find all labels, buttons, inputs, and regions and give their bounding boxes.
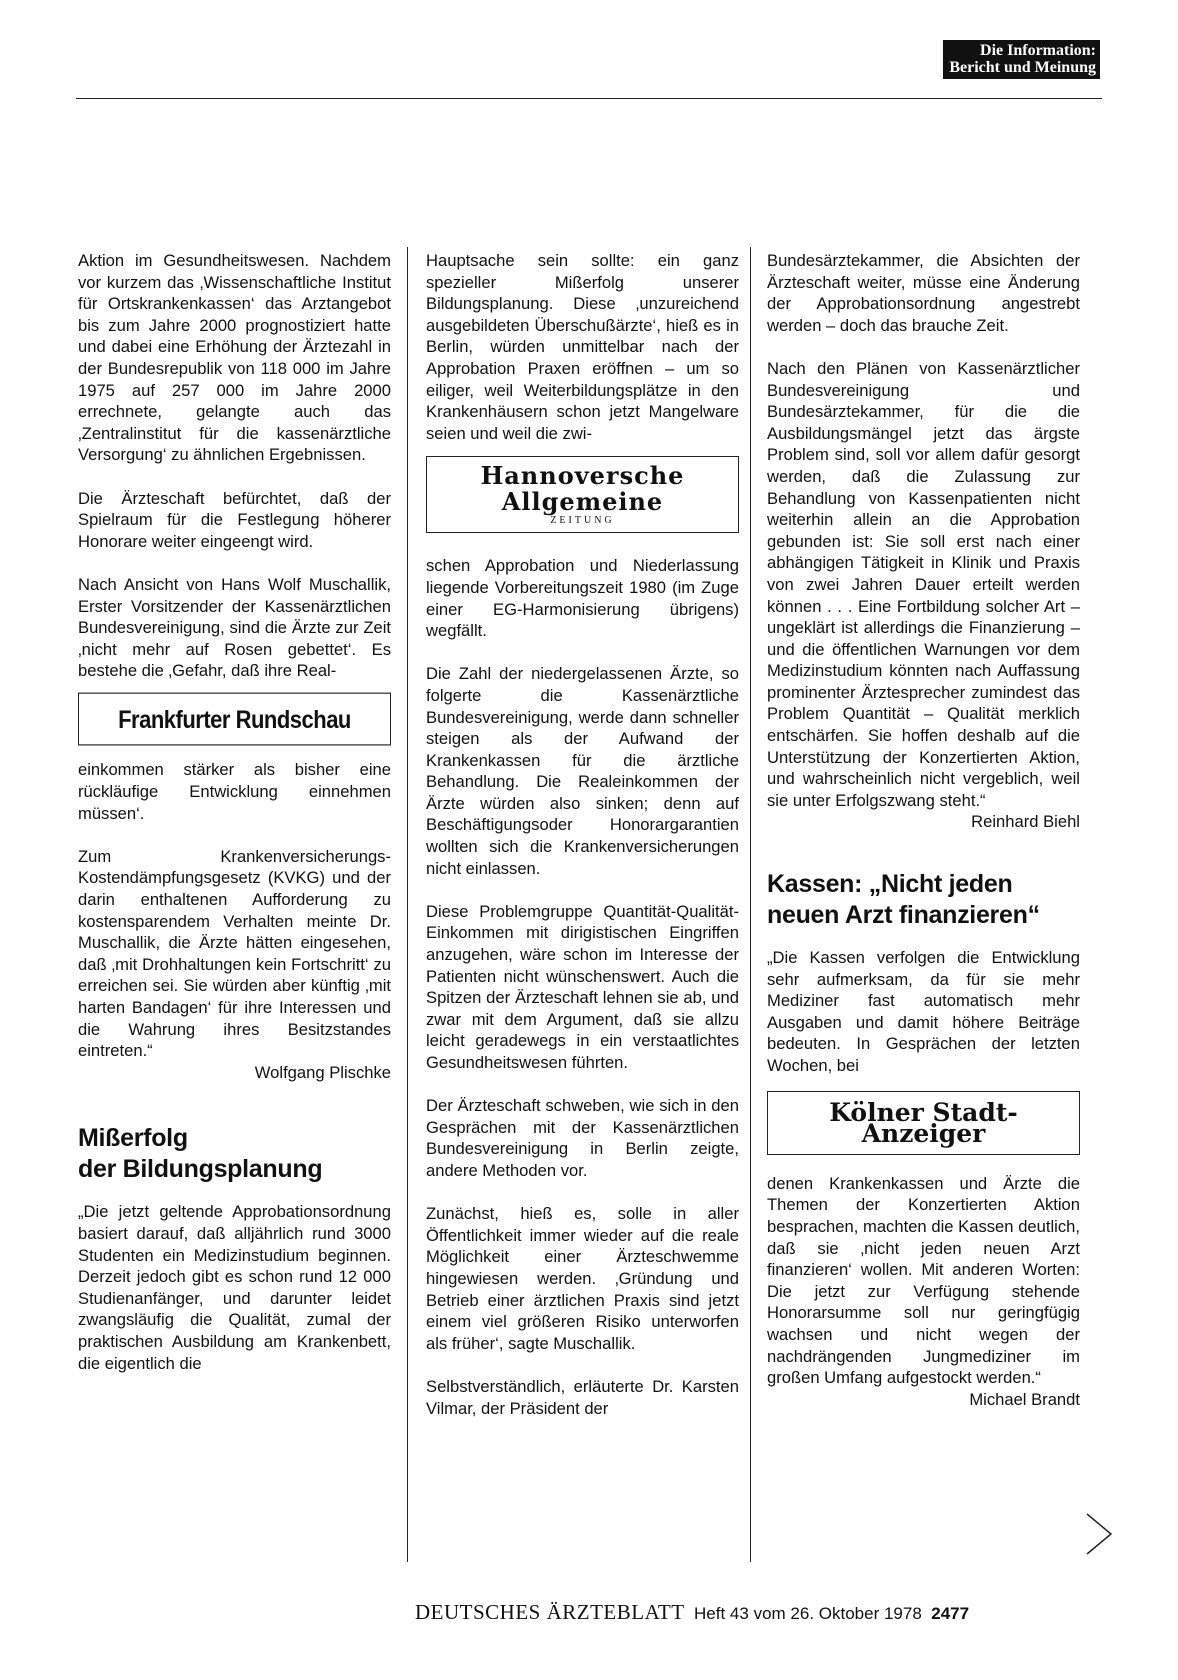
newspaper-logo-hannoversche-allgemeine [426, 456, 739, 533]
paragraph: Nach Ansicht von Hans Wolf Muschallik, Erster Vorsitzender der Kassenärztlichen Bundesvereinigung, sind die Ärzte zur Zeit ‚nicht mehr auf Rosen gebettet‘. Es bestehe die ‚Gefahr, daß ihre Real- [78, 574, 391, 681]
page-number: 2477 [931, 1604, 970, 1623]
paragraph: Selbstverständlich, erläuterte Dr. Karsten Vilmar, der Präsident der [426, 1376, 739, 1418]
paragraph: Bundesärztekammer, die Absichten der Ärzteschaft weiter, müsse eine Änderung der Approbationsordnung angestrebt werden – doch das brauche Zeit. [767, 251, 1080, 335]
paragraph: Aktion im Gesundheitswesen. Nachdem vor kurzem das ‚Wissenschaftliche Institut für Ortskrankenkassen‘ das Arztangebot bis zum Jahre 2000 prognostiziert hatte und dabei eine Erhöhung der Ärztezahl in der Bundesrepublik von 118 000 im Jahre 1975 auf 257 000 im Jahre 2000 errechnete, gelangte auch das ‚Zentralinstitut für die kassenärztliche Versorgung‘ zu ähnlichen Ergebnissen. [78, 251, 391, 465]
logo-title: Hannoversche Allgemeine [480, 461, 685, 517]
paragraph: „Die jetzt geltende Approbationsordnung basiert darauf, daß alljährlich rund 3000 Studenten ein Medizinstudium beginnen. Derzeit jedoch gibt es schon rund 12 000 Studienanfänger, und darunter leidet zwangsläufig die Qualität, zumal der praktischen Ausbildung am Krankenbett, die eigentlich die [78, 1202, 391, 1373]
paragraph: Nach den Plänen von Kassenärztlicher Bundesvereinigung und Bundesärztekammer, für die die Ausbildungsmängel jetzt das ärgste Problem sind, soll vor allem dafür gesorgt werden, daß die Zulassung zur Behandlung von Kassenpatienten nicht weiterhin allein an die Approbation gebunden ist: Sie soll erst nach einer abhängigen Tätigkeit in Klinik und Praxis von zwei Jahren Dauer erteilt werden können . . . Eine Fortbildung solcher Art – ungeklärt ist allerdings die Finanzierung – und die öffentlichen Warnungen vor dem Medizinstudium könnten nach Auffassung prominenter Ärztesprecher zumindest das Problem Quantität – Qualität merklich entschärfen. Sie hoffen deshalb auf die Unterstützung der Konzertierten Aktion, und wahrscheinlich nicht vergeblich, weil sie unter Erfolgszwang steht.“ [767, 358, 1080, 810]
continue-arrow-icon [1085, 1512, 1113, 1561]
headline-line1: Kassen: „Nicht jeden [767, 870, 1013, 899]
author-signature: Reinhard Biehl [971, 812, 1080, 832]
page-footer [415, 1600, 969, 1625]
issue-info: Heft 43 vom 26. Oktober 1978 [694, 1604, 922, 1623]
logo-subtitle: ZEITUNG [550, 515, 615, 527]
paragraph: Die Ärzteschaft befürchtet, daß der Spielraum für die Festlegung höherer Honorare weiter eingeengt wird. [78, 488, 391, 551]
column-separator-1 [407, 247, 408, 1562]
headline-line2: der Bildungsplanung [78, 1155, 323, 1184]
column-1 [78, 250, 391, 1374]
newspaper-logo-koelner-stadt-anzeiger: Kölner Stadt-Anzeiger [767, 1091, 1080, 1155]
column-2 [426, 250, 739, 1419]
author-signature: Wolfgang Plischke [254, 1062, 391, 1082]
section-label [943, 40, 1100, 79]
headline-line2: neuen Arzt finanzieren“ [767, 901, 1040, 930]
section-label-line1: Die Information: [980, 42, 1096, 59]
paragraph: Zunächst, hieß es, solle in aller Öffentlichkeit immer wieder auf die reale Möglichkeit einer Ärzteschwemme hingewiesen werden. ‚Gründung und Betrieb einer ärztlichen Praxis sind jetzt einem viel größeren Risiko unterworfen als früher‘, sagte Muschallik. [426, 1204, 739, 1353]
paragraph: Hauptsache sein sollte: ein ganz spezieller Mißerfolg unserer Bildungsplanung. Diese ‚unzureichend ausgebildeten Überschußärzte‘, hieß es in Berlin, würden unmittelbar nach der Approbation Praxen eröffnen – um so eiliger, weil Weiterbildungsplätze in den Krankenhäusern schon jetzt Mangelware seien und weil die zwi- [426, 251, 739, 443]
column-separator-2 [750, 247, 751, 1562]
header-rule [76, 98, 1102, 99]
paragraph: Diese Problemgruppe Quantität-Qualität-Einkommen mit dirigistischen Eingriffen anzugehen, wäre schon im Interesse der Patienten nicht wünschenswert. Auch die Spitzen der Ärzteschaft lehnen sie ab, und zwar mit dem Argument, daß sie allzu leicht geradewegs in ein verstaatlichtes Gesundheitswesen führten. [426, 901, 739, 1072]
publication-name: DEUTSCHES ÄRZTEBLATT [415, 1600, 685, 1624]
paragraph: „Die Kassen verfolgen die Entwicklung sehr aufmerksam, da für sie mehr Mediziner fast automatisch mehr Ausgaben und damit höhere Beiträge bedeuten. In Gesprächen der letzten Wochen, bei [767, 948, 1080, 1075]
paragraph: denen Krankenkassen und Ärzte die Themen der Konzertierten Aktion besprachen, machten die Kassen deutlich, daß sie ‚nicht jeden neuen Arzt finanzieren‘ wollen. Mit anderen Worten: Die jetzt zur Verfügung stehende Honorarsumme soll nur geringfügig wachsen und nicht wegen der nachdrängenden Jungmediziner im großen Umfang aufgestockt werden.“ [767, 1173, 1080, 1388]
section-label-line2: Bericht und Meinung [949, 59, 1096, 76]
paragraph: Die Zahl der niedergelassenen Ärzte, so folgerte die Kassenärztliche Bundesvereinigung, werde dann schneller steigen als der Aufwand der Krankenkassen für die ärztliche Behandlung. Die Realeinkommen der Ärzte würden also sinken; denn auf Beschäftigungsoder Honorargarantien wollten sich die Krankenversicherungen nicht einlassen. [426, 664, 739, 878]
paragraph: schen Approbation und Niederlassung liegende Vorbereitungszeit 1980 (im Zuge einer EG-Harmonisierung übrigens) wegfällt. [426, 556, 739, 641]
article-headline [767, 869, 1080, 931]
paragraph: einkommen stärker als bisher eine rückläufige Entwicklung einnehmen müssen‘. [78, 760, 391, 823]
newspaper-logo-frankfurter-rundschau: Frankfurter Rundschau [78, 692, 391, 744]
column-3 [767, 250, 1080, 1410]
article-headline [78, 1123, 391, 1185]
paragraph: Der Ärzteschaft schweben, wie sich in den Gesprächen mit der Kassenärztlichen Bundesvereinigung in Berlin zeigte, andere Methoden vor. [426, 1096, 739, 1180]
paragraph: Zum Krankenversicherungs-Kostendämpfungsgesetz (KVKG) und der darin enthaltenen Aufforderung zu kostensparendem Verhalten meinte Dr. Muschallik, die Ärzte hätten eingesehen, daß ‚mit Drohhaltungen kein Fortschritt‘ zu erreichen sei. Sie würden aber künftig ‚mit harten Bandagen‘ für ihre Interessen und die Wahrung ihres Besitzstandes eintreten.“ [78, 846, 391, 1061]
headline-line1: Mißerfolg [78, 1124, 188, 1153]
author-signature: Michael Brandt [969, 1389, 1080, 1409]
